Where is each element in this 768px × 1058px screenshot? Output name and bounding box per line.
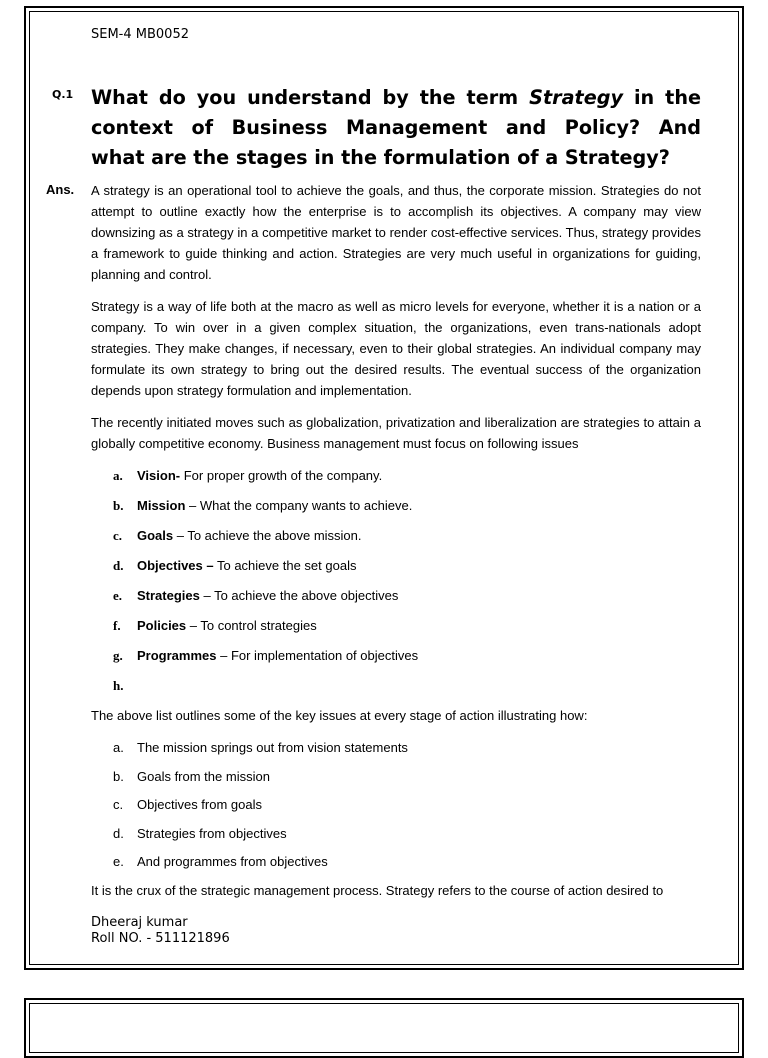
outline-intro: The above list outlines some of the key issues at every stage of action illustrating how: — [91, 708, 588, 723]
stage-text: Objectives from goals — [137, 797, 262, 813]
issue-term: Vision- — [137, 468, 181, 483]
list-item — [91, 645, 701, 675]
next-page-border-inner — [29, 1003, 739, 1053]
next-page-border — [24, 998, 744, 1058]
question-number: Q.1 — [52, 88, 74, 101]
list-marker: a. — [113, 740, 124, 755]
list-item — [91, 823, 701, 852]
answer-paragraph: The recently initiated moves such as globalization, privatization and liberalization are strategies to attain a globally competitive economy. Business management must focus on following issues — [91, 415, 701, 451]
list-item — [91, 675, 701, 705]
issue-desc: – What the company wants to achieve. — [185, 498, 413, 513]
issue-term: Goals — [137, 528, 174, 543]
issue-desc: To achieve the set goals — [213, 558, 357, 573]
list-marker: h. — [113, 678, 124, 693]
question-line-1 — [91, 83, 701, 113]
question-term: Strategy — [529, 86, 623, 109]
list-marker: a. — [113, 468, 123, 483]
list-item — [91, 794, 701, 823]
list-item — [91, 766, 701, 795]
list-marker: b. — [113, 498, 124, 513]
list-marker: g. — [113, 648, 123, 663]
stage-text: And programmes from objectives — [137, 854, 328, 870]
course-code: SEM-4 MB0052 — [91, 27, 189, 42]
list-marker: c. — [113, 528, 123, 543]
list-item — [91, 737, 701, 766]
question-heading — [91, 83, 701, 173]
list-marker: d. — [113, 825, 124, 841]
list-item — [91, 555, 701, 585]
list-marker: f. — [113, 618, 121, 633]
list-item — [91, 465, 701, 495]
answer-body — [91, 180, 701, 912]
answer-paragraph: A strategy is an operational tool to achieve the goals, and thus, the corporate mission. Strategies do not attempt to outline exactly how the enterprise is to accomplish its objectives. A company may view downsizing as a strategy in a competitive market to render cost-effective services. Thus, strategy provides a framework to guide thinking and action. Strategies are very much useful in organizations for guiding, planning and control. — [91, 183, 701, 282]
issue-term: Programmes — [137, 648, 217, 663]
issue-term: Mission — [137, 498, 186, 513]
author-name: Dheeraj kumar — [91, 915, 188, 930]
issue-desc: – To control strategies — [186, 618, 317, 633]
stage-text: Strategies from objectives — [137, 825, 287, 841]
stage-text: Goals from the mission — [137, 768, 270, 784]
list-item — [91, 525, 701, 555]
list-marker: e. — [113, 854, 124, 870]
answer-paragraph: Strategy is a way of life both at the macro as well as micro levels for everyone, whether it is a nation or a company. To win over in a given complex situation, the organizations, even trans-nationals adopt strategies. They make changes, if necessary, even to their global strategies. An individual company may formulate its own strategy to bring out the desired results. The eventual success of the organization depends upon strategy formulation and implementation. — [91, 299, 701, 398]
issue-desc: – To achieve the above mission. — [173, 528, 362, 543]
author-block — [91, 915, 230, 947]
closing-text: It is the crux of the strategic management process. Strategy refers to the course of action desired to — [91, 882, 664, 898]
issue-term: Strategies — [137, 588, 200, 603]
issues-list — [91, 465, 701, 705]
question-line-3: what are the stages in the formulation of a Strategy? — [91, 146, 670, 169]
issue-term: Objectives – — [137, 558, 214, 573]
list-marker: d. — [113, 558, 124, 573]
issue-desc: – To achieve the above objectives — [199, 588, 399, 603]
list-item — [91, 851, 701, 880]
answer-label: Ans. — [46, 182, 75, 197]
list-item — [91, 585, 701, 615]
list-item — [91, 615, 701, 645]
list-marker: c. — [113, 797, 124, 813]
stage-text: The mission springs out from vision statements — [137, 740, 408, 755]
stages-list — [91, 737, 701, 880]
list-item — [91, 495, 701, 525]
question-text: What do you understand by the term — [91, 86, 530, 109]
issue-desc: – For implementation of objectives — [216, 648, 419, 663]
question-text: in the — [622, 86, 701, 109]
list-marker: b. — [113, 768, 124, 784]
list-marker: e. — [113, 588, 123, 603]
issue-desc: For proper growth of the company. — [180, 468, 383, 483]
question-line-2: context of Business Management and Policy? And — [91, 116, 701, 139]
issue-term: Policies — [137, 618, 187, 633]
roll-number: Roll NO. - 511121896 — [91, 931, 230, 946]
